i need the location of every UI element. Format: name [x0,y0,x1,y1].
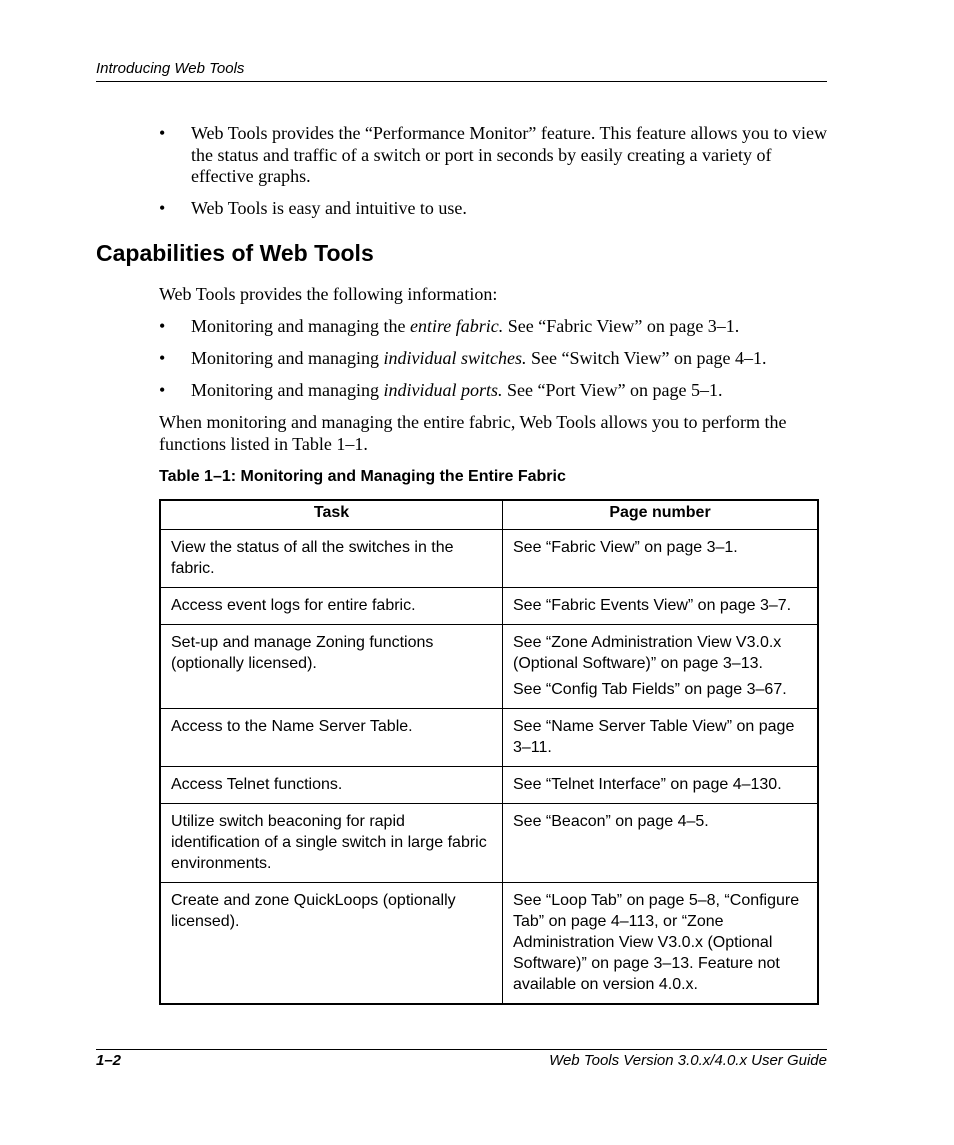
bullet-easy-to-use [159,198,827,220]
page-cell [503,883,819,1005]
column-header-task: Task [160,500,503,530]
page-ref: See “Config Tab Fields” on page 3–67. [513,681,787,698]
table-row [160,709,818,767]
table-row [160,883,818,1005]
bullet-text: Monitoring and managing individual switches. See “Switch View” on page 4–1. [191,348,767,368]
page-ref: See “Zone Administration View V3.0.x (Optional Software)” on page 3–13. [513,634,782,672]
page-cell [503,588,819,625]
page-number: 1–2 [96,1052,122,1069]
task-cell: View the status of all the switches in the fabric. [160,530,503,588]
table-row [160,625,818,709]
page-cell [503,625,819,709]
table-header-row [160,500,818,530]
page-ref: See “Fabric View” on page 3–1. [513,539,738,556]
table-row [160,530,818,588]
table-row [160,767,818,804]
bullet-entire-fabric [159,316,827,338]
table-caption: Table 1–1: Monitoring and Managing the Entire Fabric [159,468,566,485]
section-lead: Web Tools provides the following information: [159,284,498,304]
task-cell: Utilize switch beaconing for rapid identification of a single switch in large fabric environments. [160,804,503,883]
bullet-performance-monitor [159,123,827,188]
emphasis: entire fabric. [409,316,504,336]
table-row [160,588,818,625]
page-ref: See “Telnet Interface” on page 4–130. [513,776,782,793]
page-ref: See “Beacon” on page 4–5. [513,813,709,830]
emphasis: individual ports. [383,380,503,400]
section-title: Capabilities of Web Tools [96,240,374,266]
task-cell: Access event logs for entire fabric. [160,588,503,625]
page-ref: See “Name Server Table View” on page 3–11. [513,718,795,756]
task-cell: Access to the Name Server Table. [160,709,503,767]
page-cell [503,804,819,883]
bullet-marker: • [159,123,166,143]
book-title: Web Tools Version 3.0.x/4.0.x User Guide [549,1052,827,1069]
bullet-marker: • [159,198,166,218]
page-ref: See “Loop Tab” on page 5–8, “Configure Tab” on page 4–113, or “Zone Administration View V3.0.x (Optional Software)” on page 3–13. Feature not available on version 4.0.x. [513,892,800,993]
task-cell: Set-up and manage Zoning functions (optionally licensed). [160,625,503,709]
task-cell: Access Telnet functions. [160,767,503,804]
column-header-page-number: Page number [503,500,819,530]
header-rule [96,81,827,82]
bullet-text: Monitoring and managing the entire fabric. See “Fabric View” on page 3–1. [191,316,740,336]
bullet-text: Web Tools provides the “Performance Monitor” feature. This feature allows you to view the status and traffic of a switch or port in seconds by easily creating a variety of effective graphs. [191,123,827,186]
bullet-marker: • [159,348,166,368]
fabric-table [159,499,819,1005]
task-cell: Create and zone QuickLoops (optionally licensed). [160,883,503,1005]
emphasis: individual switches. [383,348,527,368]
bullet-individual-switches [159,348,827,370]
section-closing: When monitoring and managing the entire fabric, Web Tools allows you to perform the functions listed in Table 1–1. [159,412,787,454]
table-row [160,804,818,883]
running-header: Introducing Web Tools [96,60,245,77]
footer-rule [96,1049,827,1050]
bullet-text: Monitoring and managing individual ports. See “Port View” on page 5–1. [191,380,723,400]
page-cell [503,530,819,588]
bullet-text: Web Tools is easy and intuitive to use. [191,198,467,218]
page-cell [503,709,819,767]
bullet-individual-ports [159,380,827,402]
bullet-marker: • [159,316,166,336]
page-ref: See “Fabric Events View” on page 3–7. [513,597,792,614]
bullet-marker: • [159,380,166,400]
page-cell [503,767,819,804]
